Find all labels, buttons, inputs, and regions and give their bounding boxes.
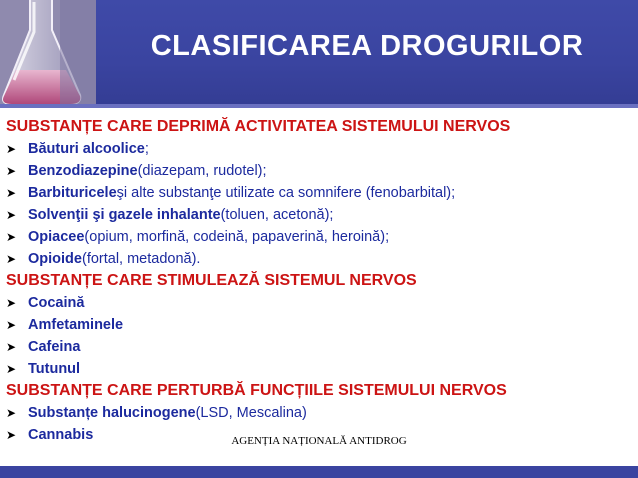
arrowhead-bullet-icon: ➤ <box>6 296 17 310</box>
section-heading: SUBSTANȚE CARE DEPRIMĂ ACTIVITATEA SISTEMULUI NERVOS <box>6 118 511 135</box>
arrowhead-bullet-icon: ➤ <box>6 362 17 376</box>
list-item <box>6 204 632 226</box>
item-detail: (fortal, metadonă). <box>81 251 201 267</box>
arrowhead-bullet-icon: ➤ <box>6 428 17 442</box>
item-term: Solvenţii şi gazele inhalante <box>28 207 221 223</box>
section-heading: SUBSTANȚE CARE PERTURBĂ FUNCȚIILE SISTEMULUI NERVOS <box>6 382 507 399</box>
item-detail: (opium, morfină, codeină, papaverină, heroină); <box>84 229 390 245</box>
item-term: Amfetaminele <box>28 317 124 333</box>
slide-title: CLASIFICAREA DROGURILOR <box>150 29 584 62</box>
item-term: Băuturi alcoolice <box>28 141 145 157</box>
item-term: Tutunul <box>28 361 81 377</box>
list-item <box>6 248 632 270</box>
arrowhead-bullet-icon: ➤ <box>6 164 17 178</box>
bottom-bar <box>0 466 638 478</box>
item-detail: (diazepam, rudotel); <box>137 163 267 179</box>
item-term: Opioide <box>28 251 82 267</box>
list-item <box>6 314 632 336</box>
arrowhead-bullet-icon: ➤ <box>6 230 17 244</box>
list-item <box>6 336 632 358</box>
arrowhead-bullet-icon: ➤ <box>6 186 17 200</box>
list-item <box>6 292 632 314</box>
header-divider <box>0 104 638 108</box>
item-detail: şi alte substanţe utilizate ca somnifere (fenobarbital); <box>116 185 456 201</box>
arrowhead-bullet-icon: ➤ <box>6 318 17 332</box>
slide-content <box>6 116 632 446</box>
list-item <box>6 138 632 160</box>
arrowhead-bullet-icon: ➤ <box>6 340 17 354</box>
arrowhead-bullet-icon: ➤ <box>6 142 17 156</box>
item-detail: ; <box>144 141 149 157</box>
arrowhead-bullet-icon: ➤ <box>6 252 17 266</box>
item-term: Benzodiazepine <box>28 163 138 179</box>
item-detail: (toluen, acetonă); <box>220 207 334 223</box>
lab-flask-image <box>0 0 96 104</box>
item-term: Cannabis <box>28 427 94 443</box>
item-term: Cocaină <box>28 295 85 311</box>
item-term: Opiacee <box>28 229 85 245</box>
slide-footer: AGENȚIA NAȚIONALĂ ANTIDROG <box>231 435 407 447</box>
list-item <box>6 182 632 204</box>
item-term: Cafeina <box>28 339 81 355</box>
arrowhead-bullet-icon: ➤ <box>6 208 17 222</box>
item-detail: (LSD, Mescalina) <box>195 405 307 421</box>
slide-header <box>0 0 638 104</box>
item-term: Substanțe halucinogene <box>28 405 196 421</box>
arrowhead-bullet-icon: ➤ <box>6 406 17 420</box>
list-item <box>6 402 632 424</box>
list-item <box>6 226 632 248</box>
list-item <box>6 358 632 380</box>
list-item <box>6 160 632 182</box>
item-term: Barbituricele <box>28 185 117 201</box>
flask-icon <box>0 0 96 104</box>
section-heading: SUBSTANȚE CARE STIMULEAZĂ SISTEMUL NERVOS <box>6 272 417 289</box>
